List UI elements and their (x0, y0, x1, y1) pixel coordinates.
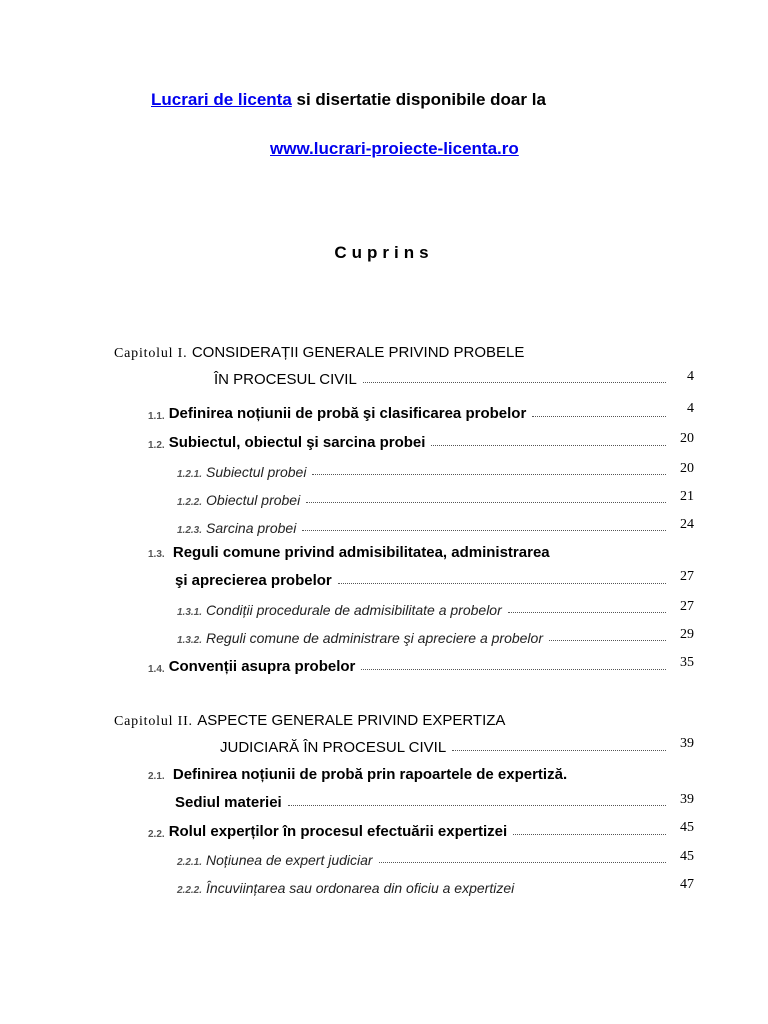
section-title: Subiectul, obiectul şi sarcina probei (168, 434, 426, 451)
page-number: 29 (680, 627, 694, 642)
page-number: 35 (680, 655, 694, 670)
page-number: 4 (687, 369, 694, 384)
chapter-1-lead: Capitolul I. (114, 346, 188, 361)
section-title: Încuviințarea sau ordonarea din oficiu a expertizei (206, 880, 515, 896)
section-title: Obiectul probei (206, 492, 301, 508)
page-number: 20 (680, 461, 694, 476)
dot-leader (363, 381, 666, 383)
dot-leader (431, 444, 666, 446)
page-number: 45 (680, 849, 694, 864)
section-title: Rolul experților în procesul efectuării expertizei (168, 823, 508, 840)
section-title-line2: şi aprecierea probelor (175, 572, 332, 589)
page-number: 47 (680, 877, 694, 892)
page-number: 39 (680, 792, 694, 807)
section-number: 1.3.1. (177, 607, 203, 618)
chapter-1-line1 (114, 344, 524, 362)
dot-leader (513, 833, 666, 835)
toc-entry-ch2[interactable] (220, 734, 672, 756)
dot-leader (549, 639, 666, 641)
dot-leader (452, 749, 666, 751)
dot-leader (306, 501, 666, 503)
page-number: 21 (680, 489, 694, 504)
section-number: 2.2.1. (177, 857, 203, 868)
section-number: 1.3.2. (177, 635, 203, 646)
section-title-line2: Sediul materiei (175, 794, 282, 811)
section-title: Reguli comune de administrare şi apreciere a probelor (206, 630, 543, 646)
section-title: Subiectul probei (206, 464, 307, 480)
section-title-line1: Reguli comune privind admisibilitatea, administrarea (172, 544, 550, 561)
section-number: 1.2.1. (177, 469, 203, 480)
page-number: 4 (687, 401, 694, 416)
dot-leader (379, 861, 666, 863)
chapter-1-title-line1: CONSIDERAȚII GENERALE PRIVIND PROBELE (191, 344, 525, 361)
toc-entry-1-3-line2[interactable] (175, 567, 672, 589)
page-number: 27 (680, 599, 694, 614)
dot-leader (288, 804, 666, 806)
dot-leader (361, 668, 666, 670)
dot-leader (338, 582, 666, 584)
chapter-1-title-line2: ÎN PROCESUL CIVIL (214, 371, 357, 388)
chapter-2-title-line1: ASPECTE GENERALE PRIVIND EXPERTIZA (197, 712, 506, 729)
chapter-2-lead: Capitolul II. (114, 714, 193, 729)
section-title-line1: Definirea noțiunii de probă prin rapoartele de expertiză. (172, 766, 568, 783)
toc-entry-1-4[interactable] (148, 653, 672, 675)
page-number: 20 (680, 431, 694, 446)
page-number: 27 (680, 569, 694, 584)
section-title: Sarcina probei (206, 520, 297, 536)
promo-line (151, 90, 546, 110)
section-number: 2.1. (148, 771, 165, 782)
page-title: Cuprins (334, 243, 434, 262)
chapter-2-line1 (114, 712, 505, 730)
section-number: 1.2.2. (177, 497, 203, 508)
dot-leader (508, 611, 666, 613)
toc-entry-1-3-2[interactable] (177, 624, 672, 646)
licenta-link[interactable]: Lucrari de licenta (151, 90, 292, 109)
section-number: 1.3. (148, 549, 165, 560)
toc-entry-1-2-3[interactable] (177, 514, 672, 536)
toc-entry-2-2[interactable] (148, 818, 672, 840)
section-number: 2.2.2. (177, 885, 203, 896)
toc-entry-2-2-2[interactable] (177, 874, 647, 896)
toc-entry-1-3-1[interactable] (177, 596, 672, 618)
dot-leader (302, 529, 666, 531)
toc-entry-2-1-line1[interactable] (148, 766, 567, 783)
chapter-2-title-line2: JUDICIARĂ ÎN PROCESUL CIVIL (220, 739, 447, 756)
toc-entry-2-1-line2[interactable] (175, 789, 672, 811)
website-link[interactable]: www.lucrari-proiecte-licenta.ro (270, 139, 519, 158)
section-number: 1.1. (148, 411, 165, 422)
toc-entry-1-2-2[interactable] (177, 486, 672, 508)
page-number: 39 (680, 736, 694, 751)
section-number: 1.2.3. (177, 525, 203, 536)
toc-entry-1-1[interactable] (148, 400, 672, 422)
section-title: Convenții asupra probelor (168, 658, 356, 675)
section-number: 1.4. (148, 664, 165, 675)
promo-text: si disertatie disponibile doar la (291, 90, 546, 109)
website-line (270, 139, 519, 159)
section-title: Noțiunea de expert judiciar (206, 852, 373, 868)
toc-entry-1-3-line1[interactable] (148, 544, 550, 561)
section-title: Condiții procedurale de admisibilitate a probelor (206, 602, 502, 618)
section-title: Definirea noțiunii de probă şi clasificarea probelor (168, 405, 527, 422)
toc-entry-1-2-1[interactable] (177, 458, 672, 480)
dot-leader (532, 415, 666, 417)
toc-entry-ch1[interactable] (214, 366, 672, 388)
section-number: 1.2. (148, 440, 165, 451)
toc-entry-2-2-1[interactable] (177, 846, 672, 868)
section-number: 2.2. (148, 829, 165, 840)
dot-leader (312, 473, 666, 475)
toc-entry-1-2[interactable] (148, 429, 672, 451)
page-number: 45 (680, 820, 694, 835)
page-number: 24 (680, 517, 694, 532)
